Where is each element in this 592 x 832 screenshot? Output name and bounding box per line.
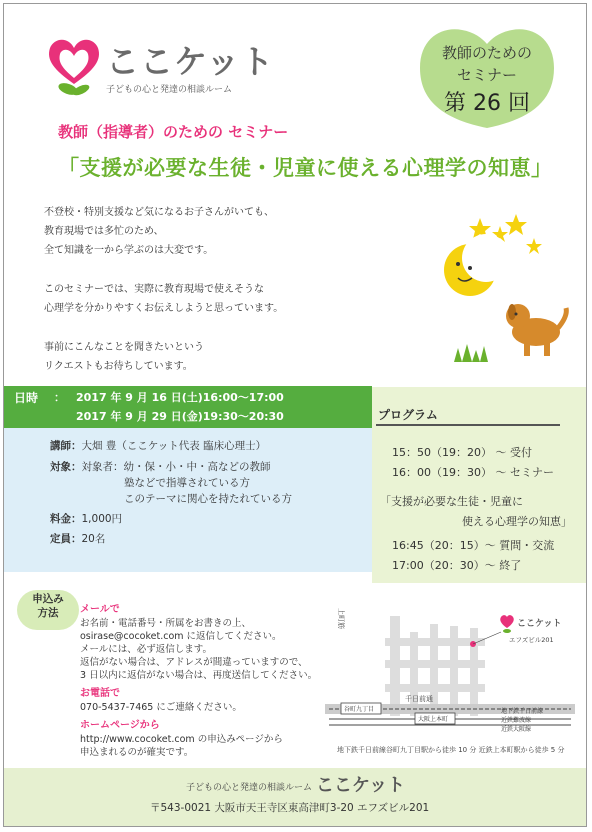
heart-logo-icon [44, 34, 104, 98]
map-logo-icon [500, 615, 514, 633]
program-item: 16：00（19：30） ～ セミナー [392, 466, 554, 479]
map-stop-2: 大阪上本町 [418, 716, 449, 723]
capacity-row: 定員：20名 [50, 533, 106, 545]
mail-text: 3 日以内に返信がない場合は、再度送信してください。 [80, 670, 318, 681]
date-1: 2017 年 9 月 16 日(土)16:00～17:00 [76, 391, 284, 404]
badge-number: 第 26 回 [444, 91, 530, 116]
footer-logo: ここケット [316, 775, 406, 796]
web-link[interactable]: http://www.cocoket.com の申込みページから [80, 734, 283, 745]
badge-line1: 教師のための [441, 44, 532, 62]
intro-line: リクエストもお待ちしています。 [44, 361, 193, 372]
map-stop-1: 谷町九丁目 [344, 706, 375, 713]
map-road-label: 上町筋 [337, 608, 345, 629]
phone-number[interactable]: 070-5437-7465 にご連絡ください。 [80, 702, 242, 713]
badge-line2: セミナー [456, 66, 517, 84]
subtitle: 教師（指導者）のための セミナー [58, 123, 289, 141]
access-map [325, 598, 575, 758]
crescent-moon-icon [444, 234, 510, 296]
map-caption: 地下鉄千日前線谷町九丁目駅から徒歩 10 分 近鉄上本町駅から徒歩 5 分 [337, 746, 565, 754]
program-item: 16:45（20：15）～ 質問・交流 [392, 539, 555, 552]
intro-line: 心理学を分かりやすくお伝えしようと思っています。 [44, 303, 284, 314]
target-row-3: このテーマに関心を持たれている方 [124, 493, 292, 505]
logo [44, 34, 284, 98]
intro-line: 不登校・特別支援など気になるお子さんがいても、 [44, 207, 274, 218]
lecturer-row: 講師：大畑 豊（ここケット代表 臨床心理士） [50, 440, 267, 452]
intro-line: 教育現場では多忙のため、 [44, 226, 164, 237]
footer-tagline: 子どもの心と発達の相談ルーム [186, 783, 313, 793]
map-building: エフズビル201 [509, 636, 554, 644]
seminar-badge [418, 24, 556, 128]
mail-text: 返信がない場合は、アドレスが間違っていますので、 [80, 657, 308, 668]
mail-heading: メールで [80, 604, 120, 615]
map-logo-text: ここケット [517, 619, 562, 629]
fee-row: 料金：1,000円 [50, 513, 123, 525]
program-divider [376, 424, 560, 426]
grass-icon [454, 344, 488, 362]
mail-text: お名前・電話番号・所属をお書きの上、 [80, 618, 252, 629]
star-icon [526, 238, 542, 254]
program-item: 15：50（19：20） ～ 受付 [392, 446, 532, 459]
target-row-2: 塾などで指導されている方 [124, 477, 250, 489]
date-colon: ： [54, 391, 65, 404]
apply-label: 申込み 方法 [32, 593, 64, 619]
logo-name: ここケット [106, 42, 275, 81]
mail-text: osirase@cocoket.com に返信してください。 [80, 631, 282, 642]
date-label: 日時 [14, 391, 39, 405]
footer-address: 〒543-0021 大阪市天王寺区東高津町3-20 エフズビル201 [150, 802, 430, 814]
intro-line: このセミナーでは、実際に教育現場で使えそうな [44, 284, 264, 295]
map-station-1: 地下鉄千日前線 [501, 708, 544, 715]
star-icon [505, 214, 527, 235]
date-2: 2017 年 9 月 29 日(金)19:30～20:30 [76, 410, 284, 423]
program-theme-line: 使える心理学の知恵」 [462, 515, 572, 528]
program-item: 17:00（20：30）～ 終了 [392, 559, 522, 572]
target-row: 対象：対象者：幼・保・小・中・高などの教師 [50, 461, 271, 473]
web-heading: ホームページから [80, 720, 160, 731]
moon-dog-illustration [440, 212, 570, 372]
mail-text: メールには、必ず返信します。 [80, 644, 213, 655]
intro-line: 全て知識を一から学ぶのは大変です。 [44, 245, 214, 256]
logo-tagline: 子どもの心と発達の相談ルーム [106, 85, 233, 95]
map-street: 千日前通 [405, 695, 433, 703]
footer [4, 768, 586, 826]
phone-heading: お電話で [80, 688, 120, 699]
map-station-2: 近鉄難波線 [501, 717, 532, 724]
web-text: 申込まれるのが確実です。 [80, 747, 194, 758]
main-title: 「支援が必要な生徒・児童に使える心理学の知恵」 [58, 156, 553, 180]
dog-icon [506, 304, 566, 356]
program-theme-line: 「支援が必要な生徒・児童に [380, 495, 523, 508]
intro-line: 事前にこんなことを聞きたいという [44, 342, 204, 353]
map-station-3: 近鉄大阪線 [501, 726, 532, 733]
program-title: プログラム [378, 408, 438, 422]
